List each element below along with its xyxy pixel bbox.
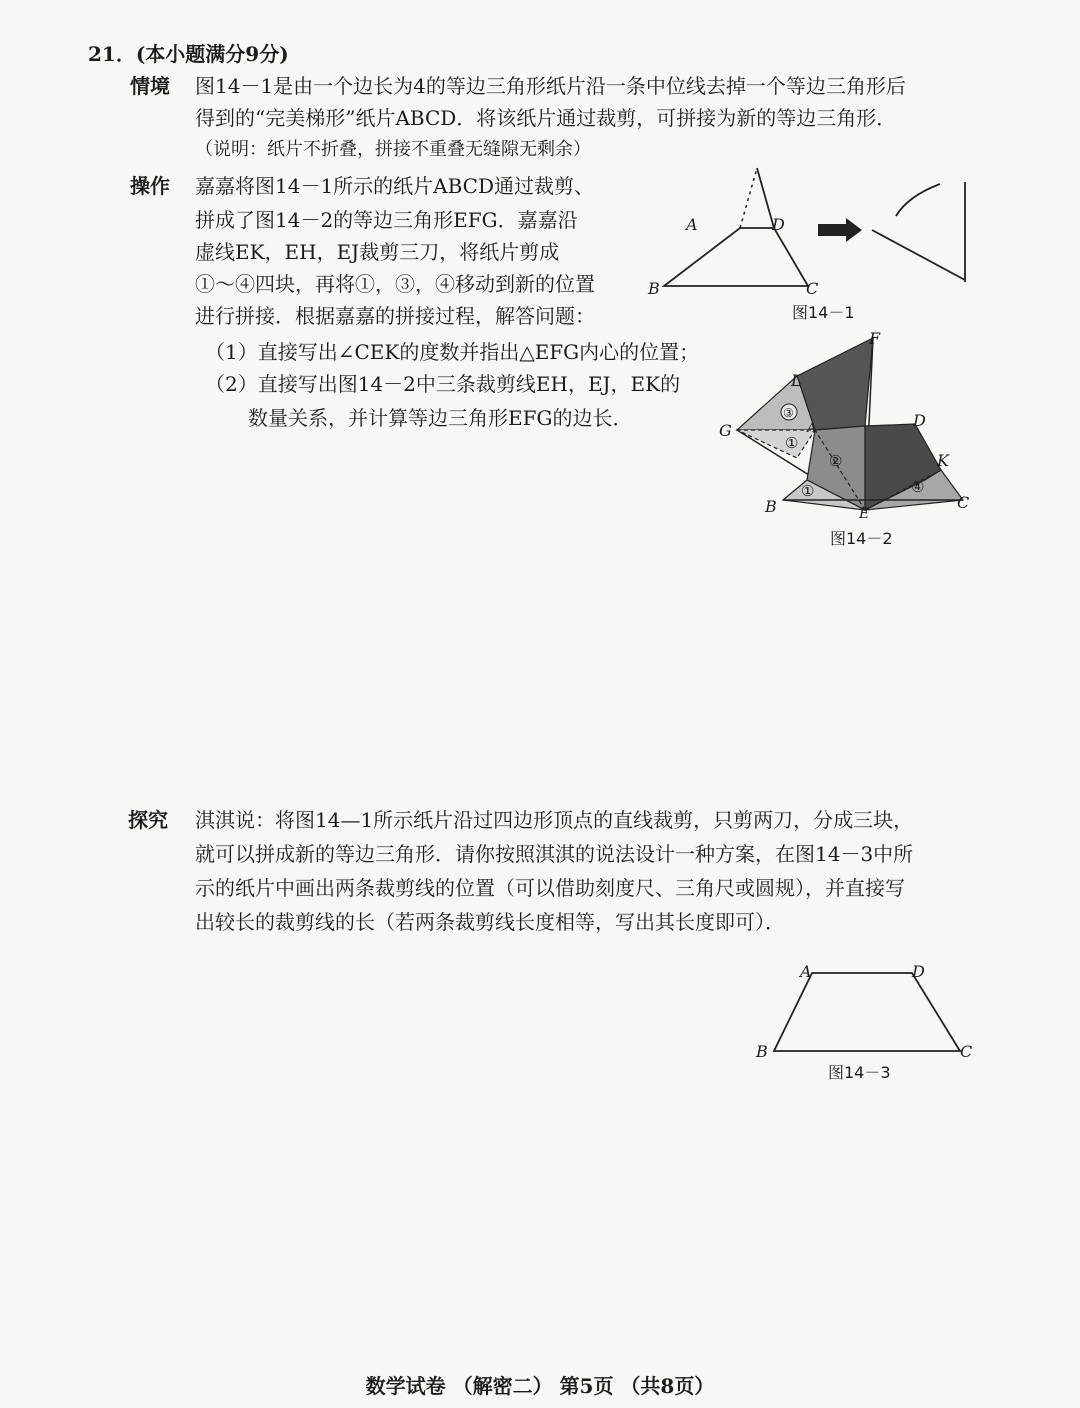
new-triangle-edge-lower	[872, 230, 965, 280]
fig3-label-b: B	[756, 1042, 768, 1061]
situation-line-3: （说明：纸片不折叠，拼接不重叠无缝隙无剩余）	[195, 139, 591, 160]
situation-label: 情境	[130, 74, 170, 98]
question-part-2-line-2: 数量关系，并计算等边三角形EFG的边长．	[248, 406, 633, 430]
question-part-2-line-1: （2）直接写出图14－2中三条裁剪线EH，EJ，EK的	[205, 372, 681, 396]
fig2-label-c: C	[957, 493, 970, 512]
figure-14-2	[715, 330, 980, 520]
explore-line-2: 就可以拼成新的等边三角形．请你按照淇淇的说法设计一种方案，在图14－3中所	[195, 842, 914, 866]
figure-14-1-caption: 图14－1	[792, 303, 855, 322]
piece-1-number-upper: ①	[785, 434, 799, 452]
fig3-label-d: D	[912, 962, 925, 981]
piece-4-number: ④	[911, 478, 925, 496]
operation-line-5: 进行拼接．根据嘉嘉的拼接过程，解答问题：	[195, 304, 595, 328]
fig3-label-c: C	[960, 1042, 973, 1061]
trapezoid-abcd-3	[774, 973, 960, 1051]
explore-label: 探究	[128, 808, 168, 832]
fig2-label-a: A	[807, 421, 817, 436]
explore-line-3: 示的纸片中画出两条裁剪线的位置（可以借助刻度尺、三角尺或圆规），并直接写	[195, 876, 905, 900]
situation-line-2: 得到的“完美梯形”纸片ABCD．将该纸片通过裁剪，可拼接为新的等边三角形．	[195, 106, 897, 130]
question-part-1: （1）直接写出∠CEK的度数并指出△EFG内心的位置；	[205, 340, 700, 364]
fig2-label-b: B	[765, 497, 777, 516]
operation-line-4: ①～④四块，再将①，③，④移动到新的位置	[195, 272, 595, 296]
fig2-label-d: D	[913, 411, 926, 430]
question-header: 21．(本小题满分9分)	[88, 42, 289, 66]
explore-line-4: 出较长的裁剪线的长（若两条裁剪线长度相等，写出其长度即可）．	[195, 910, 785, 934]
arrow-icon	[818, 218, 862, 242]
operation-line-1: 嘉嘉将图14－1所示的纸片ABCD通过裁剪、	[195, 174, 595, 198]
piece-1-number-lower: ①	[801, 482, 815, 500]
removed-triangle-edge-dotted	[740, 168, 757, 228]
figure-14-2-caption: 图14－2	[830, 529, 893, 548]
page-footer: 数学试卷 （解密二） 第5页 （共8页）	[365, 1374, 715, 1398]
fig2-label-k: K	[937, 451, 949, 470]
operation-line-3: 虚线EK，EH，EJ裁剪三刀，将纸片剪成	[195, 240, 560, 264]
fig2-label-e: E	[859, 506, 870, 520]
fig1-label-b: B	[648, 279, 660, 298]
figure-14-1	[640, 160, 980, 310]
new-triangle-edge-upper	[896, 184, 940, 216]
fig2-label-g: G	[719, 421, 732, 440]
fig1-label-d: D	[772, 215, 785, 234]
figure-14-3	[750, 955, 980, 1065]
situation-line-1: 图14－1是由一个边长为4的等边三角形纸片沿一条中位线去掉一个等边三角形后	[195, 74, 906, 98]
fig1-label-a: A	[686, 215, 698, 234]
piece-2-number: ②	[829, 452, 843, 470]
explore-line-1: 淇淇说：将图14—1所示纸片沿过四边形顶点的直线裁剪，只剪两刀，分成三块，	[195, 808, 914, 832]
fig3-label-a: A	[800, 962, 812, 981]
fig1-label-c: C	[806, 279, 819, 298]
piece-3-number: ③	[783, 406, 794, 420]
fig2-label-l: L	[791, 371, 802, 390]
fig2-label-f: F	[869, 330, 881, 348]
operation-label: 操作	[130, 174, 170, 198]
trapezoid-abcd	[664, 228, 808, 286]
operation-line-2: 拼成了图14－2的等边三角形EFG．嘉嘉沿	[195, 208, 578, 232]
figure-14-3-caption: 图14－3	[828, 1063, 891, 1082]
